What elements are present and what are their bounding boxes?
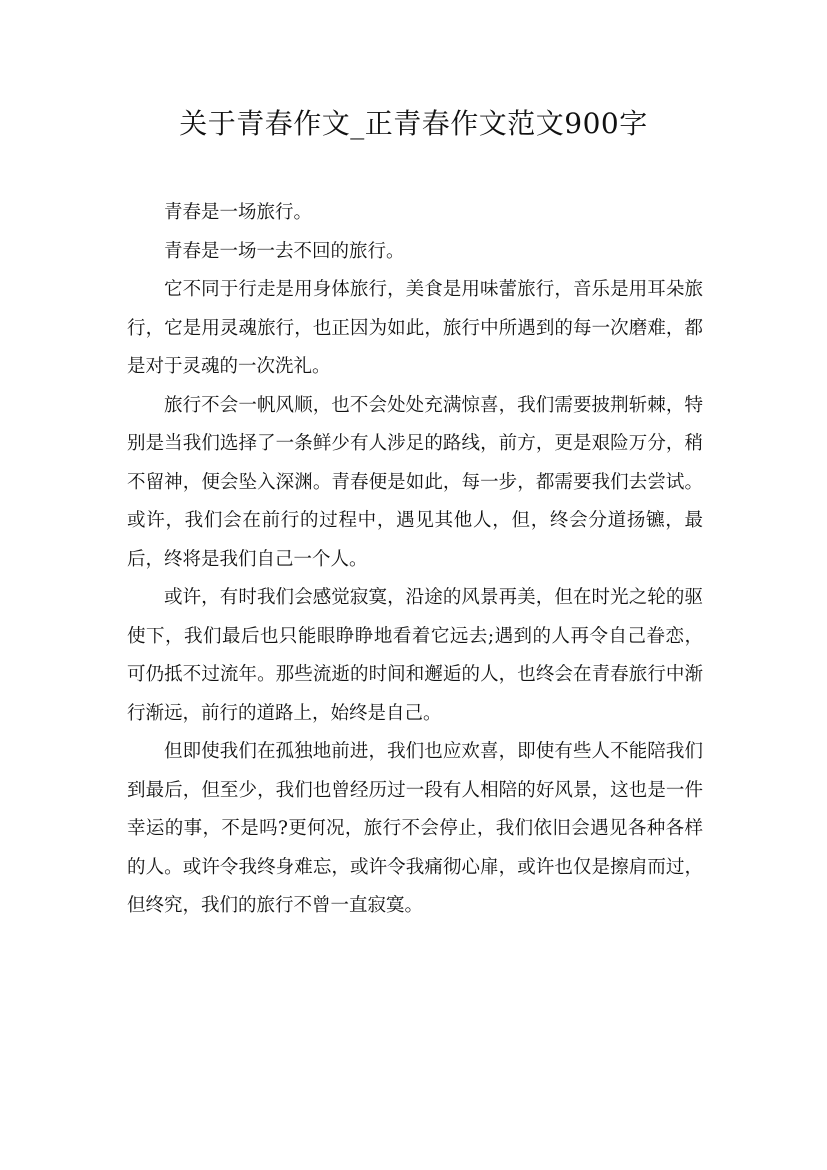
paragraph: 旅行不会一帆风顺，也不会处处充满惊喜，我们需要披荆斩棘，特别是当我们选择了一条鲜少有人涉足的路线，前方，更是艰险万分，稍不留神，便会坠入深渊。青春便是如此，每一步，都需要我们去尝试。或许，我们会在前行的过程中，遇见其他人，但，终会分道扬镳，最后，终将是我们自己一个人。 bbox=[127, 394, 703, 570]
paragraph: 青春是一场一去不回的旅行。 bbox=[164, 240, 405, 262]
document-body bbox=[127, 194, 703, 926]
paragraph: 但即使我们在孤独地前进，我们也应欢喜，即使有些人不能陪我们到最后，但至少，我们也曾经历过一段有人相陪的好风景，这也是一件幸运的事，不是吗?更何况，旅行不会停止，我们依旧会遇见各种各样的人。或许令我终身难忘，或许令我痛彻心扉，或许也仅是擦肩而过，但终究，我们的旅行不曾一直寂寞。 bbox=[127, 741, 703, 916]
paragraph: 青春是一场旅行。 bbox=[164, 202, 313, 223]
paragraph: 或许，有时我们会感觉寂寞，沿途的风景再美，但在时光之轮的驱使下，我们最后也只能眼睁睁地看着它远去;遇到的人再令自己眷恋，可仍抵不过流年。那些流逝的时间和邂逅的人，也终会在青春旅行中渐行渐远，前行的道路上，始终是自己。 bbox=[127, 587, 703, 724]
paragraph: 它不同于行走是用身体旅行，美食是用味蕾旅行，音乐是用耳朵旅行，它是用灵魂旅行，也正因为如此，旅行中所遇到的每一次磨难，都是对于灵魂的一次洗礼。 bbox=[127, 279, 703, 377]
document-title: 关于青春作文_正青春作文范文900字 bbox=[179, 107, 648, 140]
